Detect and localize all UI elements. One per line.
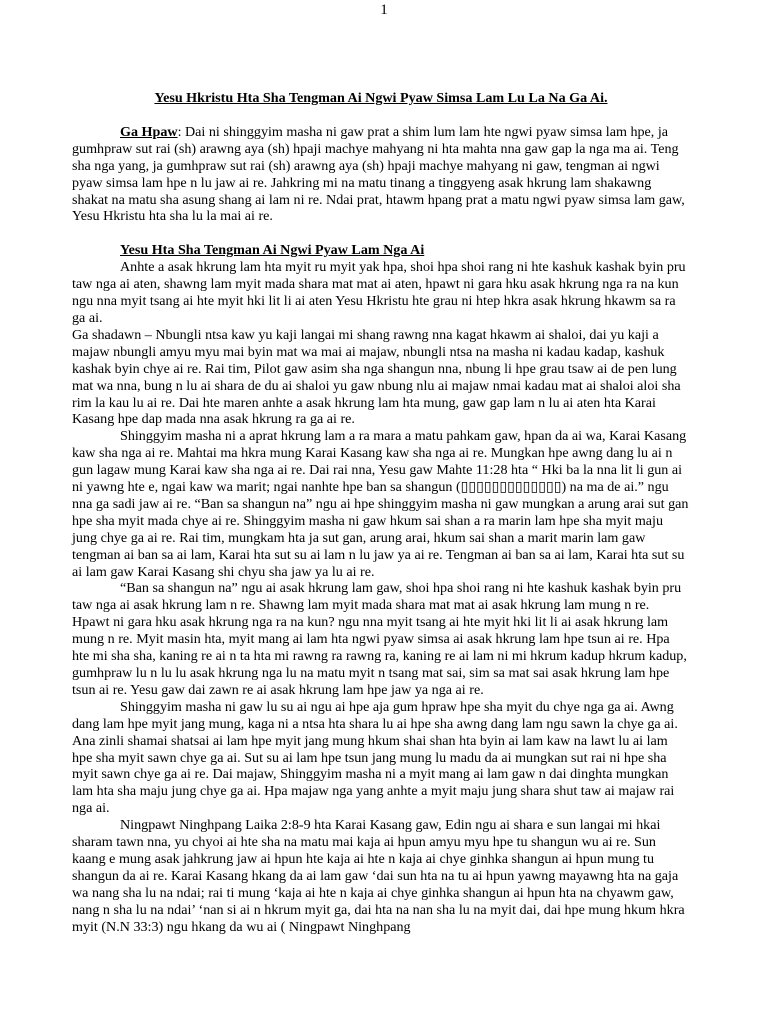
intro-label: Ga Hpaw [120, 123, 178, 140]
intro-text: : Dai ni shinggyim masha ni gaw prat a shim lum lam hte ngwi pyaw simsa lam hpe, ja gumhpraw sut rai (sh) arawng aya (sh) hpaji machye mahyang ni hta mahta nna gaw gap la nga ma ai. Teng sha nga yang, ja gumhpraw sut rai (sh) arawng aya (sh) hpaji machye mahyang ni gaw, tengman ai ngwi pyaw simsa lam hpe n lu jaw ai re. Jahkring mi na matu tinang a tinggyeng asak hkrung lam shakawng shakat na matu sha asung shang ai lam ni re. Ndai prat, htawm hpang prat a matu ngwi pyaw simsa lam gaw, Yesu Hkristu hta sha lu la mai ai re. [72, 123, 685, 225]
page-number: 1 [380, 2, 388, 18]
body-paragraph-4: “Ban sa shangun na” ngu ai asak hkrung lam gaw, shoi hpa shoi rang ni hte kashuk kashak byin pru taw nga ai asak hkrung lam n re. Shawng lam myit mada shara mat mat ai asak hkrung lam mung n re. Hpawt ni gara hku asak hkrung nga ra na kun? ngu nna myit tsang ai hte myit hki lit li ai asak hkrung lam mung n re. Myit masin hta, myit mang ai lam hta ngwi pyaw simsa ai asak hkrung lam hpe tsun ai re. Hpa hte mi sha sha, kaning re ai n ta hta mi rawng ra rawng ra, kaning re ai lam ni mi hkrum kadup hkrum kadup, gumhpraw lu n lu lu asak hkrung nga lu na matu myit n tsang mat sai, sim sa mat sai asak hkrung lam hpe tsun ai re. Yesu gaw dai zawn re ai asak hkrung lam hpe jaw ya nga ai re. [72, 580, 687, 698]
intro-paragraph [72, 124, 690, 225]
body-paragraph-1: Anhte a asak hkrung lam hta myit ru myit yak hpa, shoi hpa shoi rang ni hte kashuk kashak byin pru taw nga ai aten, shawng lam myit mada shara mat mat ai aten, hpawt ni gara hku asak hkrung nga ra na kun ngu nna myit tsang ai hte myit hki lit li ai aten Yesu Hkristu hte grau ni htep hkra asak hkrung hkawm sa ra ga ai. [72, 259, 686, 326]
body-paragraph-5: Shinggyim masha ni gaw lu su ai ngu ai hpe aja gum hpraw hpe sha myit du chye nga ga ai. Awng dang lam hpe myit jang mung, kaga ni a ntsa hta shara lu ai hpe sha awng dang lam ngu sawn la chye ga ai. Ana zinli shamai shatsai ai lam hpe myit jang mung hkum shai shan hta byin ai lam kaw na lawt lu ai lam hpe sha myit sawn chye ga ai. Sut su ai lam hpe tsun jang mung lu madu da ai mungkan sut rai ni hpe sha myit sawn chye ga ai re. Dai majaw, Shinggyim masha ni a myit mang ai lam gaw n dai dinghta mungkan lam hta sha maju jung chye ga ai. Hpa majaw nga yang anhte a myit maju jung shara shut taw ai majaw rai nga ai. [72, 698, 678, 817]
document-body [72, 90, 690, 936]
section-heading: Yesu Hta Sha Tengman Ai Ngwi Pyaw Lam Nga Ai [120, 242, 425, 259]
body-paragraph-3: Shinggyim masha ni a aprat hkrung lam a ra mara a matu pahkam gaw, hpan da ai wa, Karai Kasang kaw sha nga ai re. Mahtai ma hkra mung Karai Kasang kaw sha nga ai re. Mungkan hpe awng dang lu ai n gun lagaw mung Karai kaw sha nga ai re. Dai rai nna, Yesu gaw Mahte 11:28 hta “ Hki ba la nna lit li gun ai ni yawng hte e, ngai kaw wa marit; ngai nanhte hpe ban sa shangun (▯▯▯▯▯▯▯▯▯▯▯▯▯) na ma de ai.” ngu nna ga sadi jaw ai re. “Ban sa shangun na” ngu ai hpe shinggyim masha ni gaw mungkan a arung arai sut gan hpe sha myit mada chye ai re. Shinggyim masha ni gaw hkum sai shan a ra marin lam hpe sha myit maju jung chye ga ai re. Rai tim, mungkam hta ja sut gan, arung arai, hkum sai shan a marit marin lam gaw tengman ai ban sa ai lam, Karai hta sut su ai lam n lu jaw ya ai re. Tengman ai ban sa ai lam, Karai hta sut su ai lam gaw Karai Kasang shi chyu sha jaw ya lu ai re. [72, 428, 689, 580]
body-paragraph-6: Ningpawt Ninghpang Laika 2:8-9 hta Karai Kasang gaw, Edin ngu ai shara e sun langai mi hkai sharam tawn nna, yu chyoi ai hte sha na matu mai kaja ai hpun amyu myu hpe tu shangun wu ai re. Sun kaang e mung asak jahkrung jaw ai hpun hte kaja ai hte n kaja ai chye ginhka shangun ai hpun mung tu shangun da ai re. Karai Kasang hkang da ai lam gaw ‘dai sun hta na tu ai hpun yawng mayawng hta na gaja wa nang sha lu na ndai; rai ti mung ‘kaja ai hte n kaja ai chye ginhka shangun ai hpun hta na chyawm gaw, nang n sha lu na ndai’ ‘nan si ai n hkrum myit ga, dai hta na nan sha lu na myit dai, dai hpe mung hkum hkra myit (N.N 33:3) ngu hkang da wu ai ( Ningpawt Ninghpang [72, 817, 685, 935]
body-paragraph-2: Ga shadawn – Nbungli ntsa kaw yu kaji langai mi shang rawng nna kagat hkawm ai shaloi, dai yu kaji a majaw nbungli amyu myu mai byin mat wa mai ai majaw, nbungli ntsa na masha ni kadau kadap, kashuk kashak byin chye ai re. Rai tim, Pilot gaw asim sha nga shangun nna, nbung li hpe grau tsaw ai de pen lung mat wa nna, bung n lu ai shara de du ai shaloi yu gaw nbung nlu ai majaw nmai kadau mat ai shaloi aloi sha rim la kau lu ai re. Dai hte maren anhte a asak hkrung lam hta mung, gaw gap lam n lu ai aten hta Karai Kasang hpe dap mada nna asak hkrung ra ga ai re. [72, 326, 681, 428]
document-title: Yesu Hkristu Hta Sha Tengman Ai Ngwi Pyaw Simsa Lam Lu La Na Ga Ai. [154, 90, 608, 106]
